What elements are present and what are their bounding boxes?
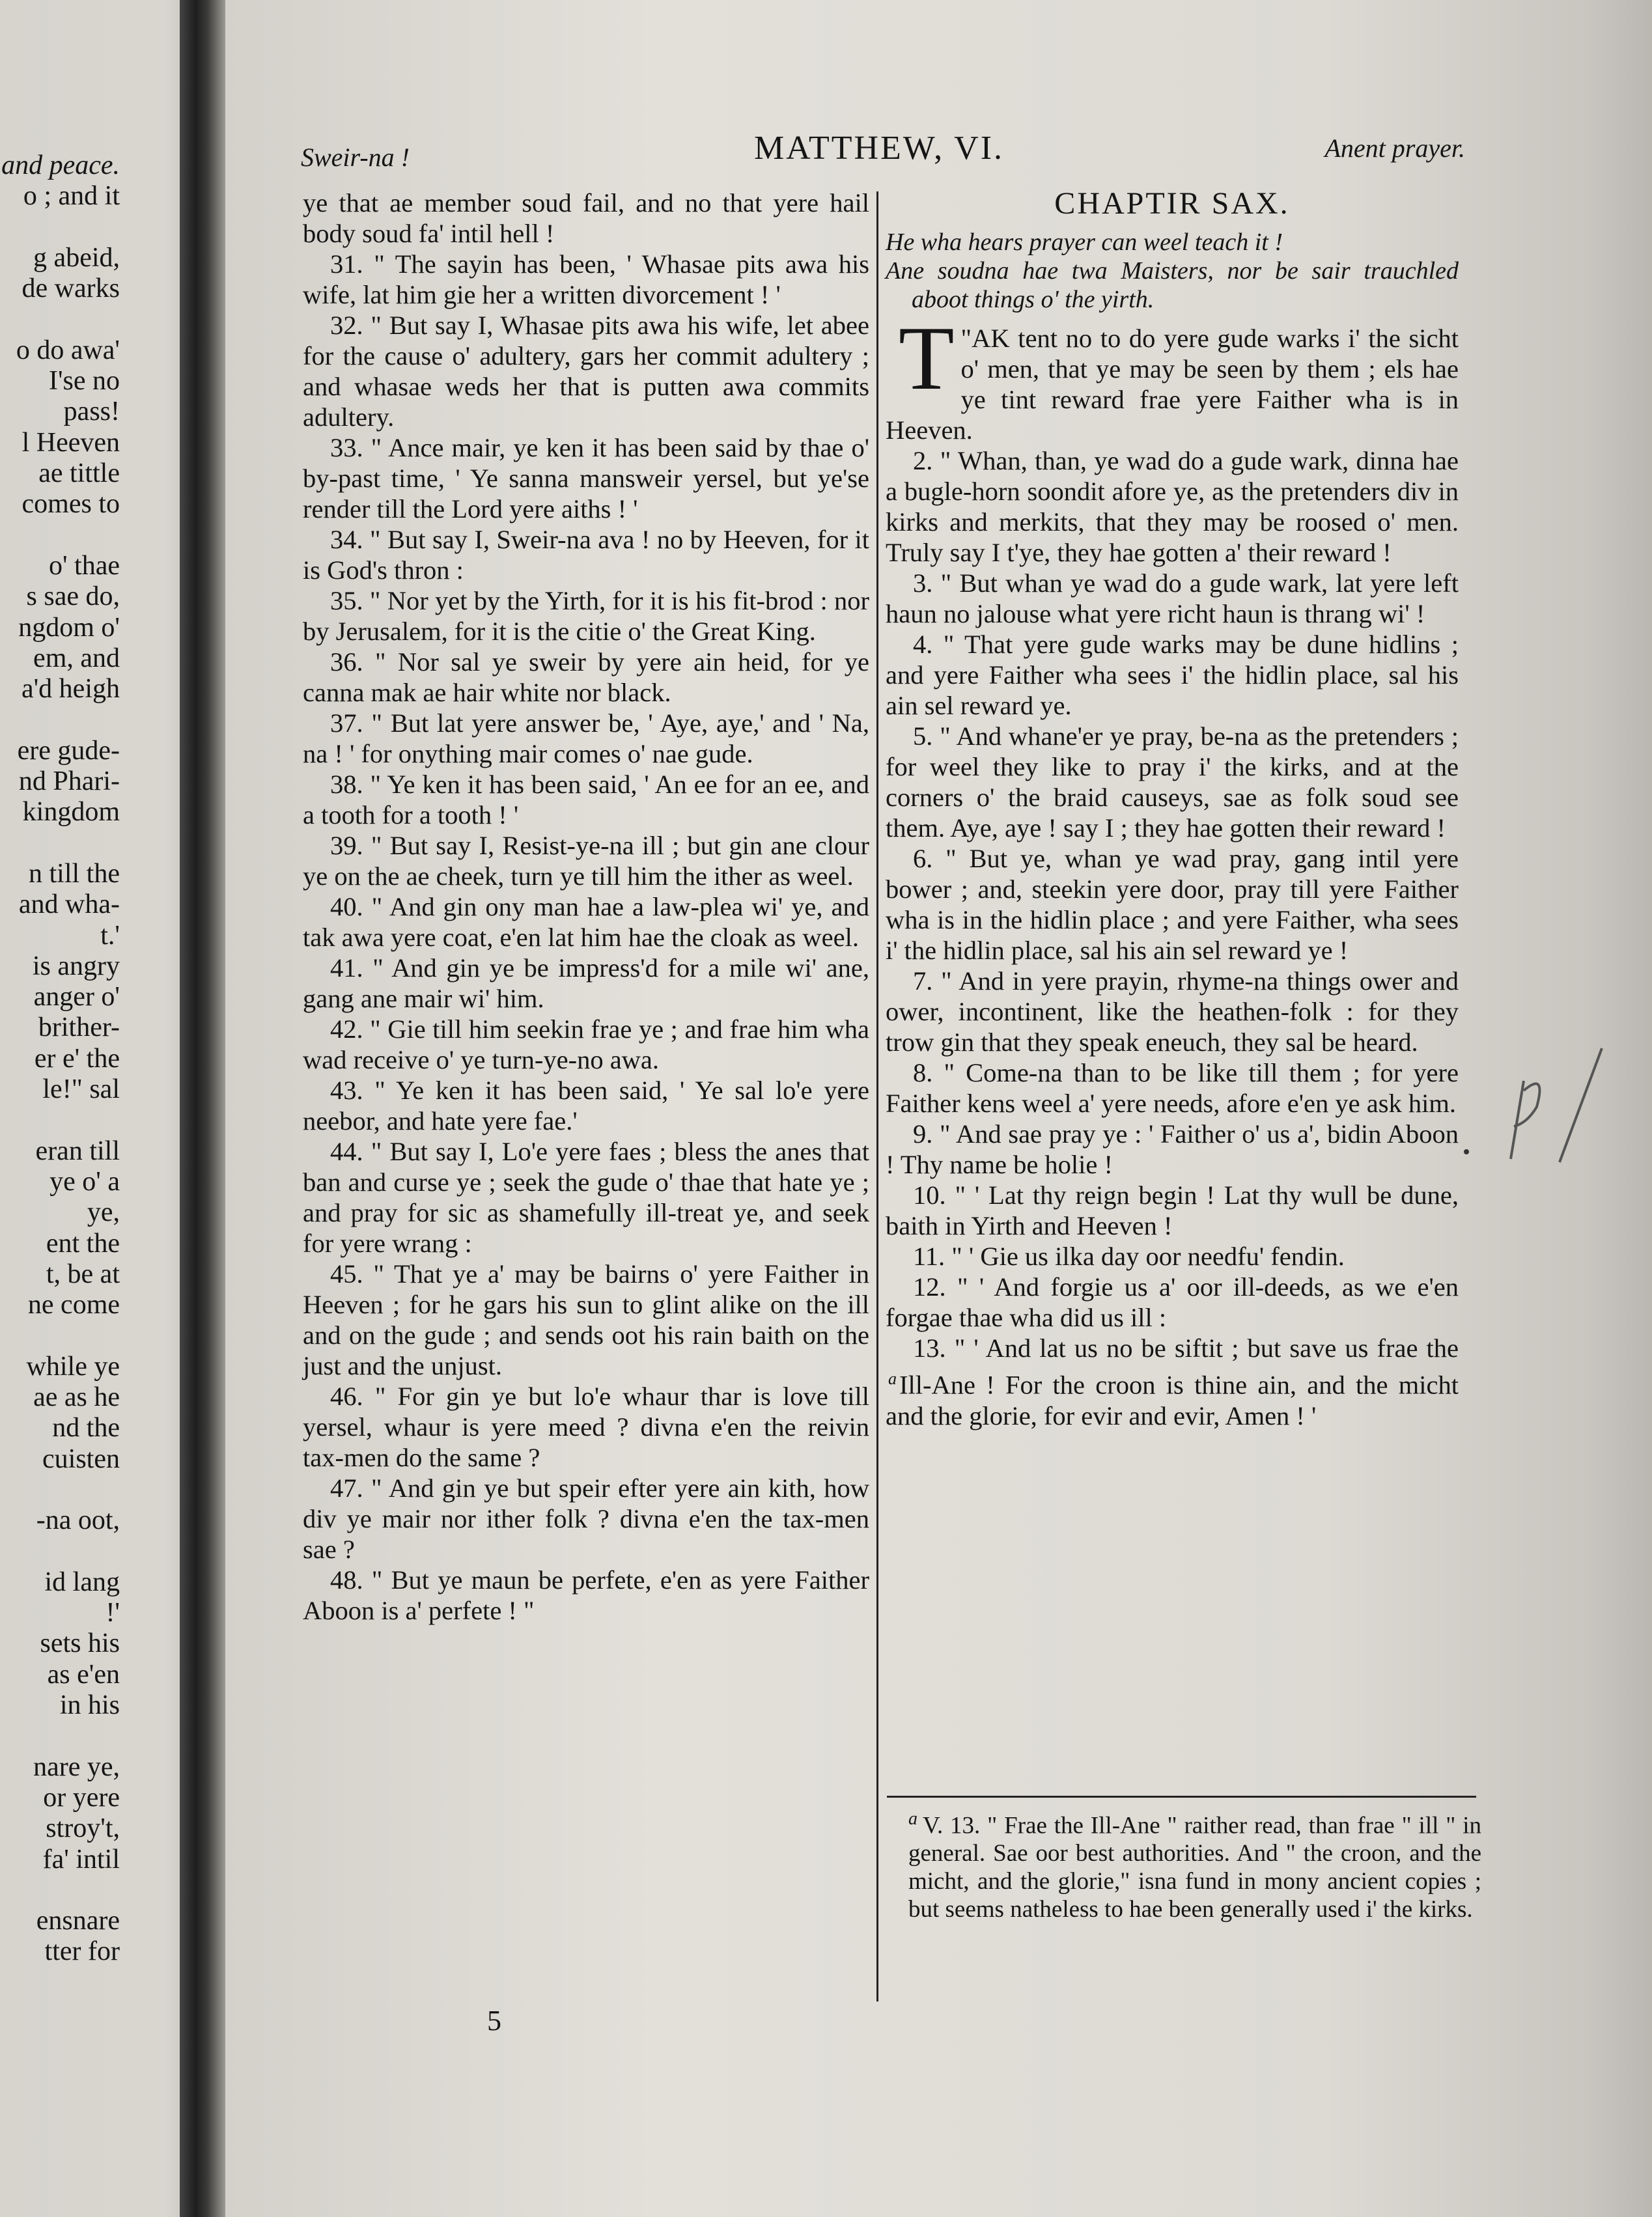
verse: 45. " That ye a' may be bairns o' yere Faither in Heeven ; for he gars his sun to glint alike on the ill and on the gude ; and sends oot his rain baith on the just and the unjust. [303, 1259, 869, 1380]
facing-page-line: nd Phari- [18, 766, 120, 796]
verse: ye that ae member soud fail, and no that yere hail body soud fa' intil hell ! [303, 188, 869, 248]
facing-page-line: ensnare [36, 1906, 120, 1936]
footnote-text: V. 13. " Frae the Ill-Ane " raither read, than frae " ill " in general. Sae oor best authorities. And " the croon, and the micht, and the glorie," isna fund in mony ancient copies ; but seems natheless to hae been generally used i' the kirks. [908, 1812, 1481, 1923]
verse: 32. " But say I, Whasae pits awa his wife, let abee for the cause o' adultery, gars her commit adultery ; and whasae weds her that is putten awa commits adultery. [303, 311, 869, 432]
open-quote: " [960, 324, 972, 353]
verse: 37. " But lat yere answer be, ' Aye, aye,' and ' Na, na ! ' for onything mair comes o' nae gude. [303, 708, 869, 768]
verse [886, 629, 1459, 721]
verse [886, 843, 1459, 966]
facing-page-line: s sae do, [26, 581, 120, 612]
verse-text: 7. " And in yere prayin, rhyme-na things ower and ower, incontinent, like the heathen-folk : for they trow gin that they speak eneuch, they sal be heard. [886, 966, 1459, 1057]
verse [886, 1272, 1459, 1333]
running-header [293, 129, 1465, 174]
facing-page-line: sets his [40, 1628, 120, 1659]
drop-capital: T [899, 308, 955, 409]
verse [886, 1180, 1459, 1241]
pencil-annotation-mark [1498, 1045, 1608, 1182]
facing-page-line: ngdom o' [18, 612, 120, 643]
facing-page-line: comes to [21, 489, 120, 520]
verse-text: 11. " ' Gie us ilka day oor needfu' fendin. [913, 1242, 1345, 1271]
facing-page-line: t.' [100, 920, 120, 951]
verse [886, 568, 1459, 629]
verse [886, 1057, 1459, 1119]
facing-page-line: nare ye, [33, 1751, 120, 1782]
facing-page-line: ye, [87, 1197, 120, 1228]
verse: 31. " The sayin has been, ' Whasae pits awa his wife, lat him gie her a written divorcement ! ' [303, 249, 869, 309]
facing-page-line: er e' the [34, 1043, 120, 1074]
facing-page-fragment [0, 0, 180, 2217]
verse: 33. " Ance mair, ye ken it has been said by thae o' by-past time, ' Ye sanna mansweir yersel, but ye'se render till the Lord yere aiths ! ' [303, 433, 869, 523]
argument-line: He wha hears prayer can weel teach it ! [886, 229, 1283, 256]
facing-page-line: g abeid, [33, 242, 120, 273]
facing-page-line: o do awa' [16, 335, 120, 365]
facing-page-line: as e'en [47, 1659, 120, 1690]
verse [886, 445, 1459, 568]
facing-page-line: kingdom [22, 797, 120, 828]
verse: 41. " And gin ye be impress'd for a mile wi' ane, gang ane mair wi' him. [303, 953, 869, 1013]
verse-text: Ill-Ane ! For the croon is thine ain, and the micht and the glorie, for evir and evir, Amen ! ' [886, 1370, 1459, 1430]
facing-page-line: a'd heigh [21, 674, 120, 704]
facing-page-line: stroy't, [46, 1813, 120, 1844]
chapter-title: CHAPTIR SAX. [1054, 186, 1290, 221]
facing-page-line: o ; and it [23, 181, 120, 212]
facing-page-line: le!" sal [42, 1074, 120, 1104]
facing-page-line: ae as he [33, 1382, 120, 1412]
verse: 42. " Gie till him seekin frae ye ; and frae him wha wad receive o' ye turn-ye-no awa. [303, 1014, 869, 1074]
facing-page-line: n till the [29, 858, 120, 889]
verse-1 [886, 308, 1459, 445]
facing-page-line: ne come [27, 1290, 120, 1320]
verse: 40. " And gin ony man hae a law-plea wi' ye, and tak awa yere coat, e'en lat him hae the cloak as weel. [303, 892, 869, 952]
verse-text: 3. " But whan ye wad do a gude wark, lat yere left haun no jalouse what yere richt haun is thrang wi' ! [886, 568, 1459, 628]
footnote-reference: a [888, 1369, 897, 1388]
facing-page-line: and peace. [1, 150, 120, 180]
verse-text: 9. " And sae pray ye : ' Faither o' us a', bidin Aboon ! Thy name be holie ! [886, 1119, 1459, 1179]
verse-text: 8. " Come-na than to be like till them ; for yere Faither kens weel a' yere needs, afore e'en ye ask him. [886, 1058, 1459, 1118]
verse [886, 721, 1459, 843]
verse-text: 6. " But ye, whan ye wad pray, gang intil yere bower ; and, steekin yere door, pray till yere Faither wha is in the hidlin place ; and yere Faither, wha sees i' the hidlin place, sal his ain sel reward ye ! [886, 844, 1459, 965]
verse: 43. " Ye ken it has been said, ' Ye sal lo'e yere neebor, and hate yere fae.' [303, 1076, 869, 1136]
facing-page-line: pass! [63, 397, 120, 427]
verse: 38. " Ye ken it has been said, ' An ee for an ee, and a tooth for a tooth ! ' [303, 770, 869, 830]
facing-page-line: ent the [46, 1228, 120, 1259]
verse-text: AK tent no to do yere gude warks i' the sicht o' men, that ye may be seen by them ; els hae ye tint reward frae yere Faither wha is in Heeven. [886, 324, 1459, 445]
verse [886, 966, 1459, 1057]
facing-page-line: anger o' [33, 982, 120, 1012]
footnote-mark: a [908, 1809, 917, 1829]
facing-page-line: -na oot, [36, 1505, 120, 1536]
verse: 44. " But say I, Lo'e yere faes ; bless the anes that ban and curse ye ; seek the gude o' thae that hate ye ; and pray for sic as shamefully ill-treat ye, and seek for yere wrang : [303, 1137, 869, 1258]
header-right-note: Anent prayer. [1324, 133, 1465, 163]
facing-page-line: or yere [43, 1782, 120, 1813]
facing-page-line: in his [59, 1690, 120, 1720]
verse: 36. " Nor sal ye sweir by yere ain heid, for ye canna mak ae hair white nor black. [303, 647, 869, 707]
chapter-argument [886, 228, 1459, 314]
verse: 47. " And gin ye but speir efter yere ain kith, how div ye mair nor ither folk ? divna e'en the tax-men sae ? [303, 1473, 869, 1564]
verse [886, 1119, 1459, 1180]
header-left-note: Sweir-na ! [301, 143, 410, 172]
page-title: MATTHEW, VI. [753, 130, 1005, 167]
verse [886, 1333, 1459, 1431]
facing-page-line: eran till [35, 1136, 120, 1166]
facing-page-line: !' [105, 1598, 120, 1628]
verse [886, 1241, 1459, 1272]
footnote-rule [887, 1796, 1476, 1798]
verse: 35. " Nor yet by the Yirth, for it is his fit-brod : nor by Jerusalem, for it is the citie o' the Great King. [303, 586, 869, 646]
facing-page-line: em, and [33, 643, 120, 673]
facing-page-line: ye o' a [49, 1166, 120, 1197]
verse: 34. " But say I, Sweir-na ava ! no by Heeven, for it is God's thron : [303, 525, 869, 585]
verse: 48. " But ye maun be perfete, e'en as yere Faither Aboon is a' perfete ! " [303, 1565, 869, 1625]
column-divider [876, 191, 878, 2001]
facing-page-line: I'se no [48, 366, 120, 397]
verse-text: 10. " ' Lat thy reign begin ! Lat thy wull be dune, baith in Yirth and Heeven ! [886, 1180, 1459, 1240]
facing-page-line: while ye [26, 1351, 120, 1382]
verse: 39. " But say I, Resist-ye-na ill ; but gin ane clour ye on the ae cheek, turn ye till him the ither as weel. [303, 831, 869, 891]
verse-text: 5. " And whane'er ye pray, be-na as the pretenders ; for weel they like to pray i' the kirks, and at the corners o' the braid causeys, sae as folk soud see them. Aye, aye ! say I ; they hae gotten their reward ! [886, 721, 1459, 843]
facing-page-line: ere gude- [17, 735, 120, 766]
verse-text: 4. " That yere gude warks may be dune hidlins ; and yere Faither wha sees i' the hidlin place, sal his ain sel reward ye. [886, 630, 1459, 720]
facing-page-line: o' thae [48, 550, 120, 581]
facing-page-line: t, be at [46, 1259, 120, 1289]
facing-page-line: nd the [52, 1413, 120, 1443]
verse-text: 2. " Whan, than, ye wad do a gude wark, dinna hae a bugle-horn soondit afore ye, as the pretenders div in kirks and merkits, that they may be roosed o' men. Truly say I t'ye, they hae gotten a' their reward ! [886, 446, 1459, 567]
facing-page-line: cuisten [42, 1443, 120, 1474]
page-number: 5 [487, 2005, 501, 2037]
right-column [886, 188, 1459, 1431]
facing-page-line: ae tittle [38, 458, 120, 488]
stray-mark [1464, 1149, 1469, 1154]
facing-page-line: and wha- [18, 889, 120, 920]
footnote [908, 1805, 1481, 1923]
facing-page-line: id lang [44, 1567, 120, 1597]
facing-page-line: fa' intil [42, 1844, 120, 1875]
book-gutter [180, 0, 225, 2217]
facing-page-line: l Heeven [21, 427, 120, 458]
facing-page-line: is angry [32, 951, 120, 981]
verse-text: 12. " ' And forgie us a' oor ill-deeds, as we e'en forgae thae wha did us ill : [886, 1272, 1459, 1332]
facing-page-line: brither- [38, 1012, 120, 1043]
verse: 46. " For gin ye but lo'e whaur thar is love till yersel, whaur is yere meed ? divna e'en the reivin tax-men do the same ? [303, 1382, 869, 1472]
argument-line: Ane soudna hae twa Maisters, nor be sair trauchled aboot things o' the yirth. [886, 257, 1459, 313]
facing-page-line: tter for [44, 1936, 120, 1967]
left-column [303, 188, 869, 1626]
verse-text: 13. " ' And lat us no be siftit ; but save us frae the [913, 1333, 1459, 1363]
facing-page-line: de warks [21, 273, 120, 304]
verse-list [886, 445, 1459, 1431]
